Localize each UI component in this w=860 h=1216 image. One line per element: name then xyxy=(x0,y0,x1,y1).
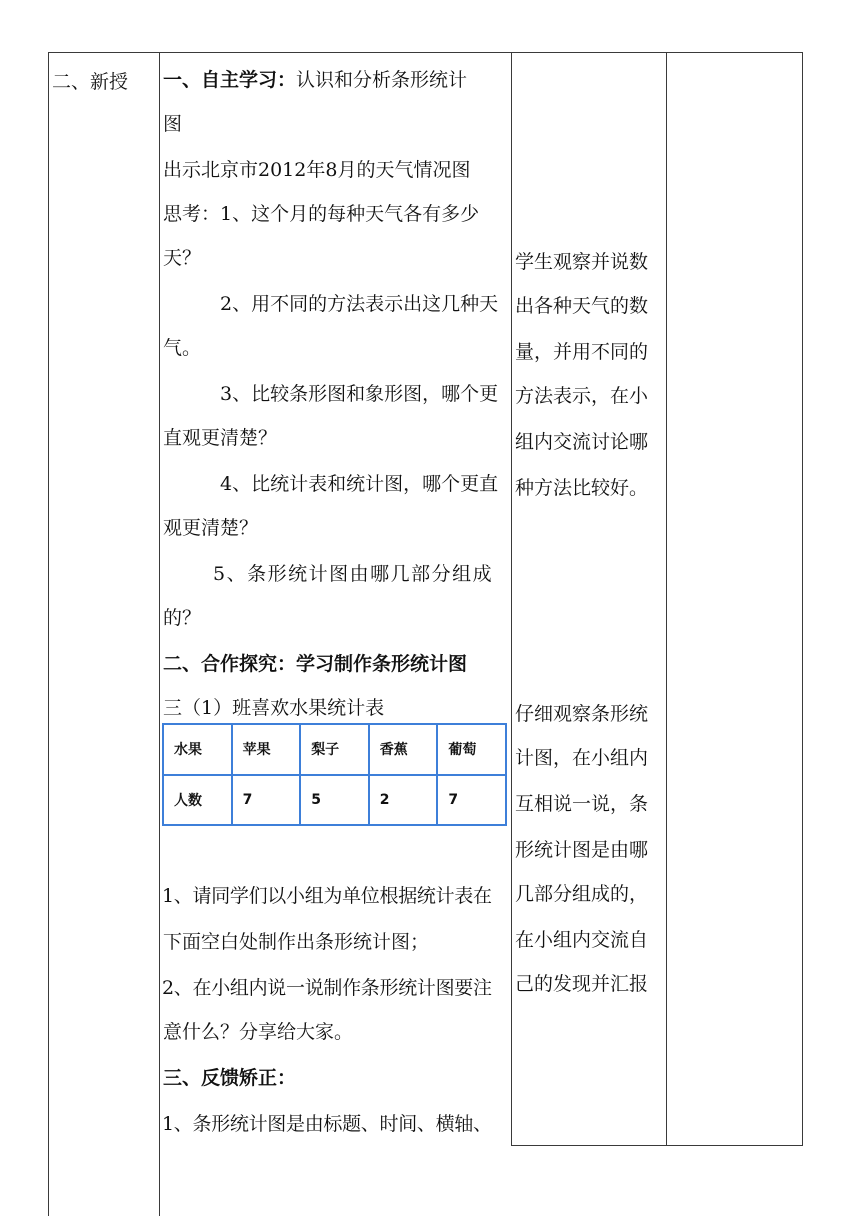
student-text-line: 计图，在小组内 xyxy=(515,747,649,769)
student-text-line: 互相说一说，条 xyxy=(515,793,649,815)
question-1-line1: 思考：1、这个月的每种天气各有多少 xyxy=(163,203,480,225)
student-text-line: 组内交流讨论哪 xyxy=(515,431,649,453)
question-2-line2: 气。 xyxy=(163,337,202,359)
question-4-line2: 观更清楚？ xyxy=(163,517,259,539)
table-cell: 5 xyxy=(300,775,369,826)
question-4-line1: 4、比统计表和统计图，哪个更直 xyxy=(220,473,499,495)
column-divider-3 xyxy=(666,52,667,1146)
student-text-line: 仔细观察条形统 xyxy=(515,703,649,725)
heading-feedback: 三、反馈矫正： xyxy=(163,1067,297,1089)
table-cell: 梨子 xyxy=(300,724,369,775)
question-2-line1: 2、用不同的方法表示出这几种天 xyxy=(220,293,499,315)
table-row xyxy=(163,775,506,826)
fruit-table-caption: 三（1）班喜欢水果统计表 xyxy=(163,697,385,719)
question-5-line1: 5、条形统计图由哪几部分组成 xyxy=(213,563,494,585)
task-1-line2: 下面空白处制作出条形统计图； xyxy=(163,931,430,953)
student-text-line: 几部分组成的， xyxy=(515,883,649,905)
fruit-statistics-table xyxy=(162,723,507,826)
section-label: 二、新授 xyxy=(52,71,129,93)
question-5-line2: 的？ xyxy=(163,607,202,629)
student-text-line: 种方法比较好。 xyxy=(515,477,649,499)
heading-self-study-line2: 图 xyxy=(163,113,183,135)
student-text-line: 出各种天气的数 xyxy=(515,295,649,317)
table-bottom-border-right xyxy=(511,1145,803,1146)
table-cell: 葡萄 xyxy=(437,724,506,775)
question-3-line1: 3、比较条形图和象形图，哪个更 xyxy=(220,383,499,405)
table-cell: 香蕉 xyxy=(369,724,438,775)
heading-self-study xyxy=(163,66,467,94)
table-left-border xyxy=(48,52,49,1216)
table-cell: 7 xyxy=(232,775,301,826)
show-weather-line: 出示北京市2012年8月的天气情况图 xyxy=(163,159,471,181)
column-divider-1 xyxy=(159,52,160,1216)
column-divider-2 xyxy=(511,52,512,1146)
task-1-line1: 1、请同学们以小组为单位根据统计表在 xyxy=(162,885,492,907)
student-text-line: 量，并用不同的 xyxy=(515,341,649,363)
student-text-line: 在小组内交流自 xyxy=(515,929,649,951)
table-cell: 7 xyxy=(437,775,506,826)
heading-cooperative-inquiry: 二、合作探究：学习制作条形统计图 xyxy=(163,653,468,675)
task-2-line2: 意什么？分享给大家。 xyxy=(163,1021,354,1043)
question-3-line2: 直观更清楚？ xyxy=(163,427,278,449)
student-text-line: 方法表示，在小 xyxy=(515,385,649,407)
table-right-border xyxy=(802,52,803,1146)
table-cell: 水果 xyxy=(163,724,232,775)
heading-self-study-rest: 认识和分析条形统计 xyxy=(296,69,468,91)
task-2-line1: 2、在小组内说一说制作条形统计图要注 xyxy=(162,977,492,999)
student-text-line: 学生观察并说数 xyxy=(515,251,649,273)
question-1-line2: 天？ xyxy=(163,247,202,269)
table-top-border xyxy=(48,52,803,53)
student-text-line: 形统计图是由哪 xyxy=(515,839,649,861)
table-cell: 苹果 xyxy=(232,724,301,775)
table-cell: 2 xyxy=(369,775,438,826)
student-text-line: 己的发现并汇报 xyxy=(515,973,649,995)
feedback-1-line1: 1、条形统计图是由标题、时间、横轴、 xyxy=(162,1113,492,1135)
table-row xyxy=(163,724,506,775)
table-cell: 人数 xyxy=(163,775,232,826)
heading-self-study-prefix: 一、自主学习： xyxy=(163,69,297,91)
